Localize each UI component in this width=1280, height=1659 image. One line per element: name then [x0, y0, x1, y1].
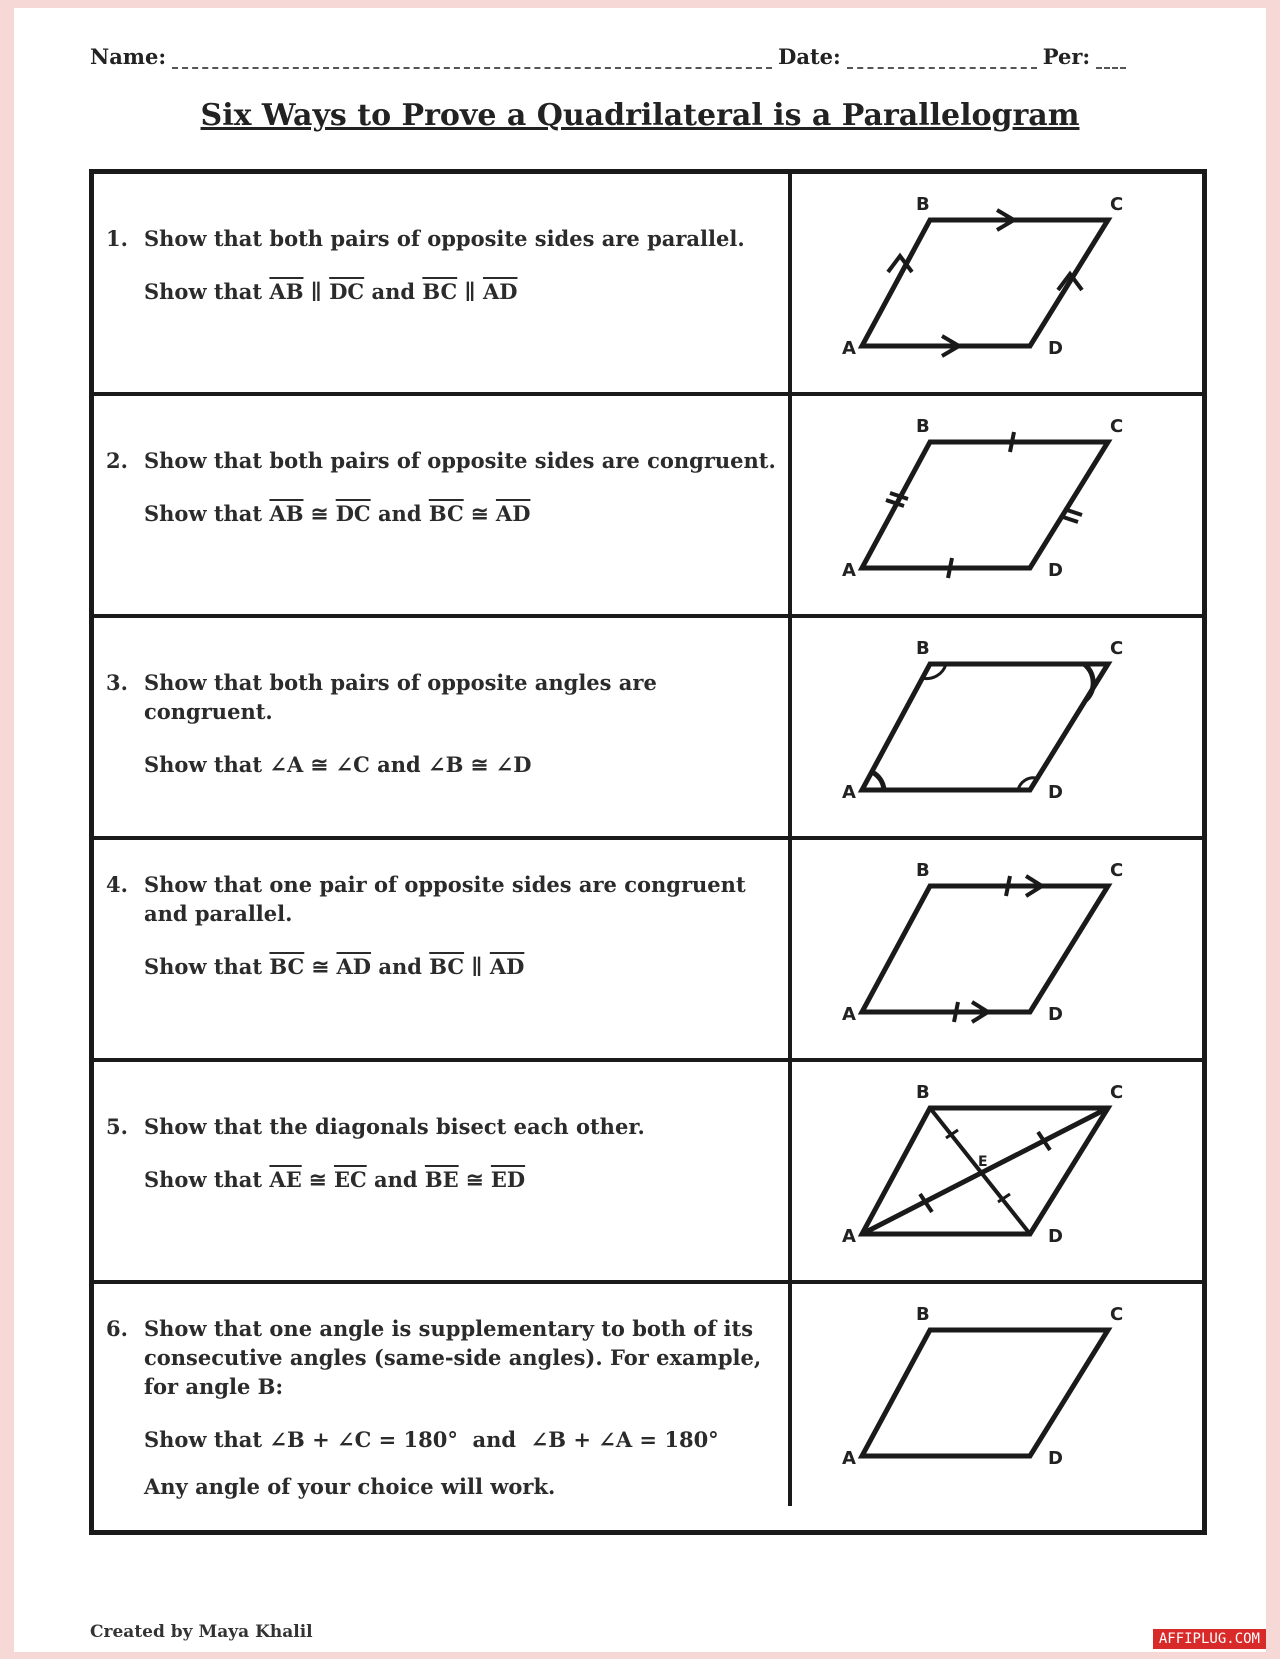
vertex-label-d: D: [1048, 338, 1063, 359]
method-statement: Show that the diagonals bisect each other.: [144, 1114, 645, 1139]
method-number: 4.: [106, 872, 128, 897]
vertex-label-a: A: [842, 1226, 856, 1247]
method-text: [94, 174, 792, 392]
diagonal-bd: [930, 1108, 1030, 1234]
method-text: [94, 840, 792, 1058]
method-statement: Show that both pairs of opposite angles are congruent.: [144, 670, 657, 724]
vertex-label-c: C: [1110, 860, 1124, 881]
method-example: [144, 1425, 778, 1454]
operator: ≅: [309, 1167, 327, 1192]
vertex-label-b: B: [916, 416, 930, 437]
method-text: [94, 1284, 792, 1506]
angle-arc-c: [1084, 664, 1093, 700]
parallelogram-abcd: [862, 1330, 1108, 1456]
vertex-label-d: D: [1048, 1004, 1063, 1025]
method-example: [144, 277, 778, 306]
method-row-2: [94, 396, 1202, 618]
vertex-label-d: D: [1048, 1226, 1063, 1247]
method-text: [94, 618, 792, 836]
tick-ad: [954, 1002, 958, 1022]
method-example: [144, 1165, 778, 1194]
vertex-label-a: A: [842, 338, 856, 359]
name-line: [172, 47, 772, 69]
figure-plain: [792, 1284, 1204, 1506]
vertex-label-b: B: [916, 638, 930, 659]
date-line: [847, 47, 1037, 69]
midpoint-label-e: E: [978, 1154, 988, 1170]
figure-one-pair: [792, 840, 1204, 1058]
angle-arc-a: [872, 772, 884, 790]
vertex-label-a: A: [842, 560, 856, 581]
method-row-6: [94, 1284, 1202, 1506]
double-tick-ab: [890, 493, 908, 499]
name-label: Name:: [90, 44, 167, 69]
method-number: 6.: [106, 1316, 128, 1341]
vertex-label-c: C: [1110, 1082, 1124, 1103]
method-row-1: [94, 174, 1202, 396]
vertex-label-c: C: [1110, 1304, 1124, 1325]
parallelogram-abcd: [862, 220, 1108, 346]
sub-prefix: Show that: [144, 279, 263, 304]
and-word: and: [472, 1427, 517, 1452]
term-b: $\overline{DC}$: [329, 279, 365, 304]
method-row-5: [94, 1062, 1202, 1284]
method-statement: Show that both pairs of opposite sides are parallel.: [144, 226, 745, 251]
operator: ∥: [464, 279, 476, 304]
operator: ≅: [470, 752, 489, 777]
term-b: $\overline{AD}$: [336, 954, 372, 979]
method-note: Any angle of your choice will work.: [144, 1474, 556, 1499]
figure-parallel: [792, 174, 1204, 392]
term-b: $\overline{EC}$: [333, 1167, 367, 1192]
equation-2: ∠B + ∠A = 180°: [530, 1427, 719, 1452]
term-a: $\overline{AE}$: [269, 1167, 302, 1192]
term-c: $\overline{BC}$: [429, 954, 465, 979]
author-credit: Created by Maya Khalil: [90, 1622, 313, 1642]
date-label: Date:: [778, 44, 841, 69]
vertex-label-b: B: [916, 1082, 930, 1103]
figure-diagonals: [792, 1062, 1204, 1280]
vertex-label-a: A: [842, 782, 856, 803]
term-a: $\overline{BC}$: [269, 954, 305, 979]
vertex-label-b: B: [916, 1304, 930, 1325]
and-word: and: [377, 501, 422, 526]
operator: ≅: [310, 752, 329, 777]
term-a: $\overline{AB}$: [269, 501, 304, 526]
vertex-label-b: B: [916, 860, 930, 881]
operator: ≅: [311, 954, 330, 979]
figure-congruent: [792, 396, 1204, 614]
vertex-label-c: C: [1110, 194, 1124, 215]
parallelogram-figure: [792, 840, 1204, 1062]
operator: ≅: [471, 501, 489, 526]
per-label: Per:: [1042, 44, 1091, 69]
sub-prefix: Show that: [144, 954, 263, 979]
vertex-label-c: C: [1110, 416, 1124, 437]
methods-table: [89, 169, 1207, 1535]
operator: ≅: [310, 501, 329, 526]
method-row-3: [94, 618, 1202, 840]
term-c: $\overline{BC}$: [428, 501, 464, 526]
method-row-4: [94, 840, 1202, 1062]
term-c: $\overline{BE}$: [424, 1167, 459, 1192]
header-fields: [90, 44, 1200, 69]
vertex-label-d: D: [1048, 782, 1063, 803]
parallelogram-figure: [792, 618, 1204, 840]
method-number: 5.: [106, 1114, 128, 1139]
vertex-label-a: A: [842, 1448, 856, 1469]
method-example: [144, 750, 778, 779]
method-number: 1.: [106, 226, 128, 251]
method-number: 2.: [106, 448, 128, 473]
parallelogram-figure: [792, 396, 1204, 618]
term-c: ∠B: [428, 752, 464, 777]
and-word: and: [378, 954, 422, 979]
operator: ≅: [465, 1167, 484, 1192]
vertex-label-d: D: [1048, 560, 1063, 581]
term-b: $\overline{DC}$: [335, 501, 371, 526]
tick-ad: [948, 558, 952, 578]
operator: ∥: [310, 279, 322, 304]
double-tick-ab: [886, 500, 904, 506]
vertex-label-b: B: [916, 194, 930, 215]
method-statement: Show that one angle is supplementary to both of its consecutive angles (same-side angles). For example, for angle B:: [144, 1316, 762, 1399]
method-text: [94, 396, 792, 614]
method-number: 3.: [106, 670, 128, 695]
sub-prefix: Show that: [144, 1427, 263, 1452]
parallelogram-figure: [792, 1062, 1204, 1284]
method-statement: Show that both pairs of opposite sides are congruent.: [144, 448, 776, 473]
sub-prefix: Show that: [144, 752, 263, 777]
term-d: $\overline{AD}$: [489, 954, 525, 979]
term-a: $\overline{AB}$: [269, 279, 304, 304]
parallelogram-abcd: [862, 886, 1108, 1012]
method-example: [144, 952, 778, 981]
vertex-label-c: C: [1110, 638, 1124, 659]
term-b: ∠C: [335, 752, 370, 777]
double-tick-dc: [1060, 516, 1078, 522]
worksheet: [14, 8, 1266, 1652]
tick-bc: [1006, 876, 1010, 896]
operator: ∥: [471, 954, 483, 979]
per-line: [1096, 47, 1126, 69]
parallelogram-figure: [792, 174, 1204, 396]
parallelogram-figure: [792, 1284, 1204, 1506]
and-word: and: [377, 752, 421, 777]
vertex-label-d: D: [1048, 1448, 1063, 1469]
sub-prefix: Show that: [144, 1167, 263, 1192]
figure-angles: [792, 618, 1204, 836]
page-title: Six Ways to Prove a Quadrilateral is a Parallelogram: [200, 98, 1080, 133]
parallelogram-abcd: [862, 664, 1108, 790]
tick-bc: [1010, 432, 1014, 452]
term-d: $\overline{AD}$: [482, 279, 518, 304]
term-d: $\overline{ED}$: [490, 1167, 526, 1192]
method-example: [144, 499, 778, 528]
term-d: ∠D: [495, 752, 532, 777]
double-tick-dc: [1064, 509, 1082, 515]
watermark: AFFIPLUG.COM: [1153, 1629, 1266, 1649]
and-word: and: [371, 279, 416, 304]
equation-1: ∠B + ∠C = 180°: [269, 1427, 458, 1452]
method-statement: Show that one pair of opposite sides are congruent and parallel.: [144, 872, 746, 926]
term-d: $\overline{AD}$: [495, 501, 531, 526]
and-word: and: [374, 1167, 418, 1192]
method-text: [94, 1062, 792, 1280]
vertex-label-a: A: [842, 1004, 856, 1025]
term-c: $\overline{BC}$: [422, 279, 458, 304]
term-a: ∠A: [269, 752, 304, 777]
sub-prefix: Show that: [144, 501, 263, 526]
